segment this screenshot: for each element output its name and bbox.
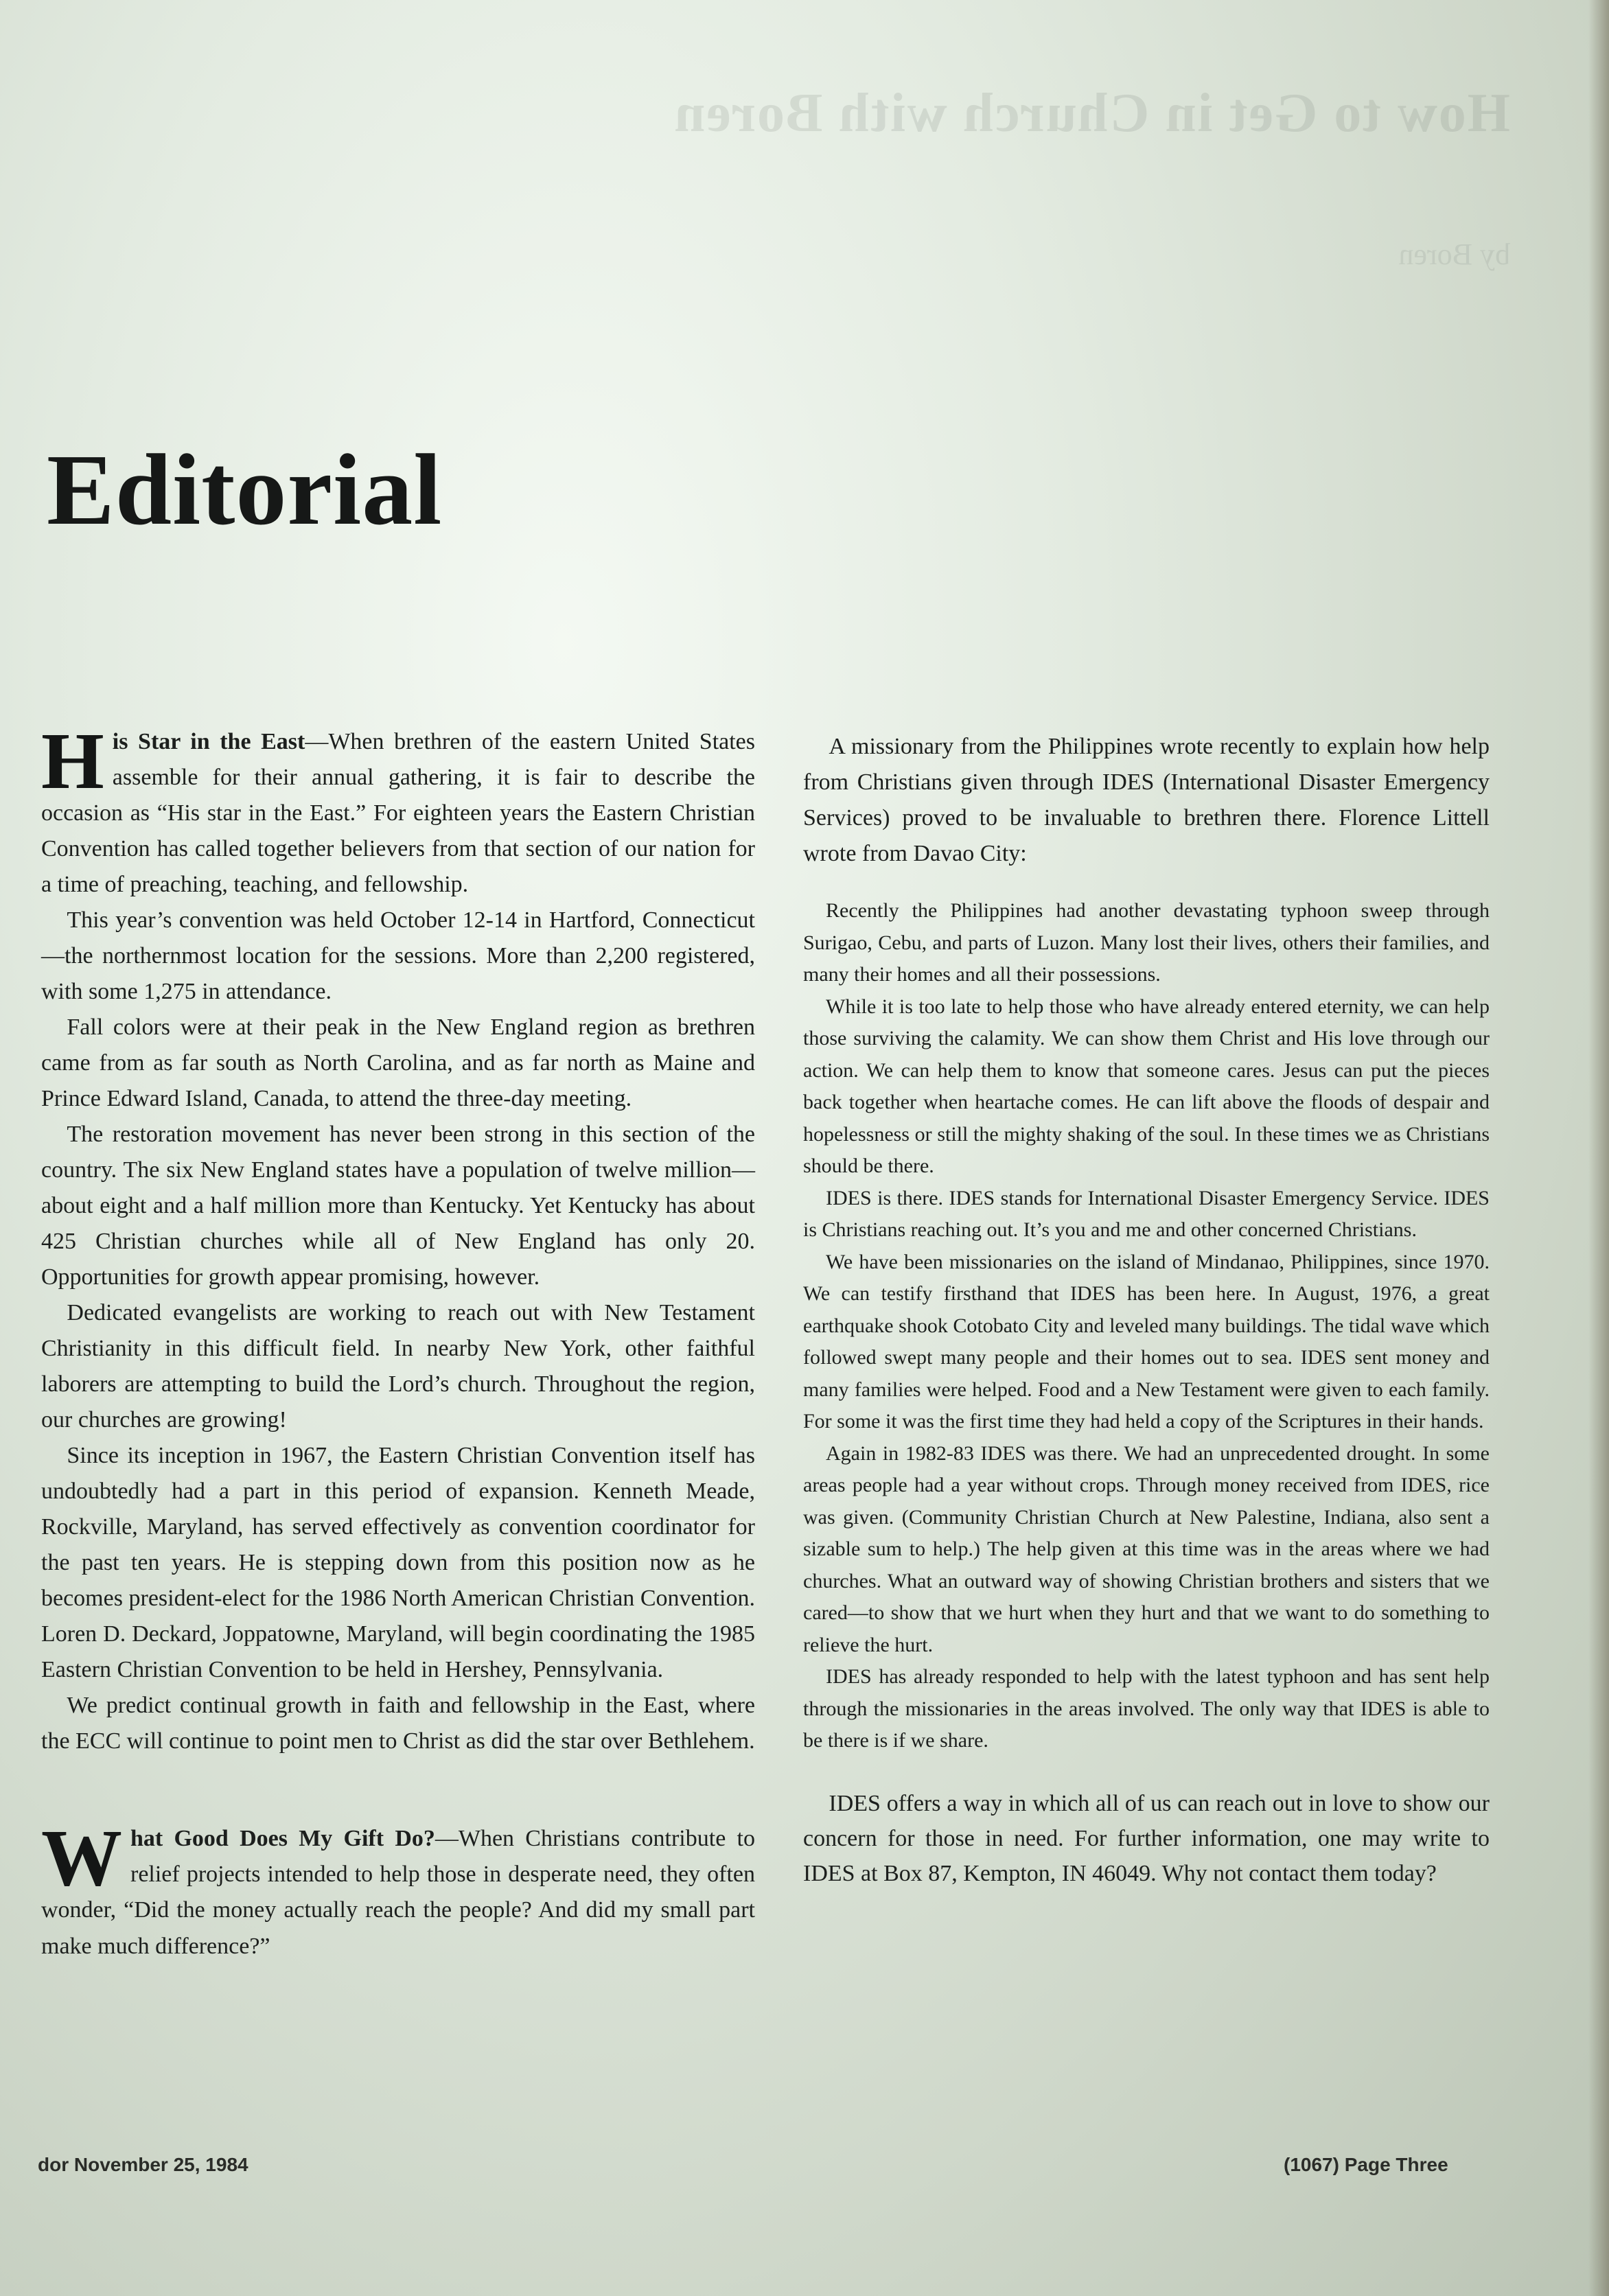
article1-paragraph-3: Fall colors were at their peak in the New England region as brethren came from as far south as North Carolina, and as far north as Maine and Prince Edward Island, Canada, to attend the three-day meeting. bbox=[41, 1014, 755, 1112]
article2-drop-cap: W bbox=[41, 1813, 122, 1903]
footer-page-number: (1067) Page Three bbox=[1284, 2154, 1448, 2175]
article1-paragraph-4: The restoration movement has never been strong in this section of the country. The six New England states have a population of twelve million—about eight and a half million more than Kentucky. Yet Kentucky has about 425 Christian churches while all of New England has only 20. Opportunities for growth appear promising, however. bbox=[41, 1122, 755, 1290]
closing-paragraph: IDES offers a way in which all of us can reach out in love to show our concern for those in need. For further information, one may write to IDES at Box 87, Kempton, IN 46049. Why not contact them today? bbox=[803, 1790, 1490, 1886]
missionary-letter-quote bbox=[803, 895, 1490, 1757]
quote-paragraph: Recently the Philippines had another devastating typhoon sweep through Surigao, Cebu, and parts of Luzon. Many lost their lives, others their families, and many their homes and all their possessions. bbox=[803, 899, 1490, 986]
article1-paragraph-2: This year’s convention was held October 12-14 in Hartford, Connecticut—the northernmost location for the sessions. More than 2,200 registered, with some 1,275 in attendance. bbox=[41, 907, 755, 1005]
right-column bbox=[803, 729, 1490, 1891]
article1-paragraph-5: Dedicated evangelists are working to reach out with New Testament Christianity in this difficult field. In nearby New York, other faithful laborers are attempting to build the Lord’s church. Throughout the region, our churches are growing! bbox=[41, 1300, 755, 1433]
article1-drop-cap: H bbox=[41, 716, 104, 806]
quote-paragraph: We have been missionaries on the island of Mindanao, Philippines, since 1970. We can testify firsthand that IDES has been here. In August, 1976, a great earthquake shook Cotobato City and leveled many buildings. The tidal wave which followed swept many people and their homes out to sea. IDES sent money and many families were helped. Food and a New Testament were given to each family. For some it was the first time they had held a copy of the Scriptures in their hands. bbox=[803, 1250, 1490, 1433]
article1-paragraph-6: Since its inception in 1967, the Eastern Christian Convention itself has undoubtedly had a part in this period of expansion. Kenneth Meade, Rockville, Maryland, has served effectively as convention coordinator for the past ten years. He is stepping down from this position now as he becomes president-elect for the 1986 North American Christian Convention. Loren D. Deckard, Joppatowne, Maryland, will begin coordinating the 1985 Eastern Christian Convention to be held in Hershey, Pennsylvania. bbox=[41, 1443, 755, 1683]
quote-paragraph: While it is too late to help those who have already entered eternity, we can help those surviving the calamity. We can show them Christ and His love through our action. We can help them to know that someone cares. Jesus can put the pieces back together when heartache comes. He can lift above the floods of despair and hopelessness or still the mighty shaking of the soul. In these times we as Christians should be there. bbox=[803, 995, 1490, 1178]
page-title: Editorial bbox=[47, 434, 443, 546]
left-column bbox=[41, 716, 756, 1964]
article2-lead-in: hat Good Does My Gift Do? bbox=[130, 1826, 435, 1852]
page-edge-shadow bbox=[1588, 0, 1609, 2296]
article2-paragraph-1 bbox=[41, 1813, 755, 1964]
bleed-through-subtitle: by Boren bbox=[1398, 237, 1510, 271]
article2-closing bbox=[803, 1786, 1490, 1891]
quote-paragraph: IDES has already responded to help with the latest typhoon and has sent help through the missionaries in the areas involved. The only way that IDES is able to be there is if we share. bbox=[803, 1665, 1490, 1752]
article1-paragraph-1 bbox=[41, 716, 756, 903]
article2-paragraph-2: A missionary from the Philippines wrote recently to explain how help from Christians given through IDES (International Disaster Emergency Services) proved to be invaluable to brethren there. Florence Littell wrote from Davao City: bbox=[803, 734, 1490, 867]
article1-paragraph-7: We predict continual growth in faith and fellowship in the East, where the ECC will continue to point men to Christ as did the star over Bethlehem. bbox=[41, 1693, 755, 1754]
article1-paragraph-1-text: —When brethren of the eastern United States assemble for their annual gathering, it is fair to describe the occasion as “His star in the East.” For eighteen years the Eastern Christian Convention has called together believers from that section of our nation for a time of preaching, teaching, and fellowship. bbox=[41, 729, 756, 898]
article1-lead-in: is Star in the East bbox=[112, 729, 305, 754]
quote-paragraph: Again in 1982-83 IDES was there. We had an unprecedented drought. In some areas people had a year without crops. Through money received from IDES, rice was given. (Community Christian Church at New Palestine, Indiana, also sent a sizable sum to help.) The help given at this time was in the areas where we had churches. What an outward way of showing Christian brothers and sisters that we cared—to show that we hurt when they hurt and that we want to do something to relieve the hurt. bbox=[803, 1441, 1490, 1656]
footer-date: dor November 25, 1984 bbox=[38, 2154, 248, 2175]
article2-paragraph-1-text: —When Christians contribute to relief projects intended to help those in desperate need, they often wonder, “Did the money actually reach the people? And did my small part make much difference?” bbox=[41, 1826, 755, 1959]
bleed-through-title: How to Get in Church with Boren bbox=[673, 83, 1510, 143]
quote-paragraph: IDES is there. IDES stands for International Disaster Emergency Service. IDES is Christians reaching out. It’s you and me and other concerned Christians. bbox=[803, 1186, 1490, 1242]
